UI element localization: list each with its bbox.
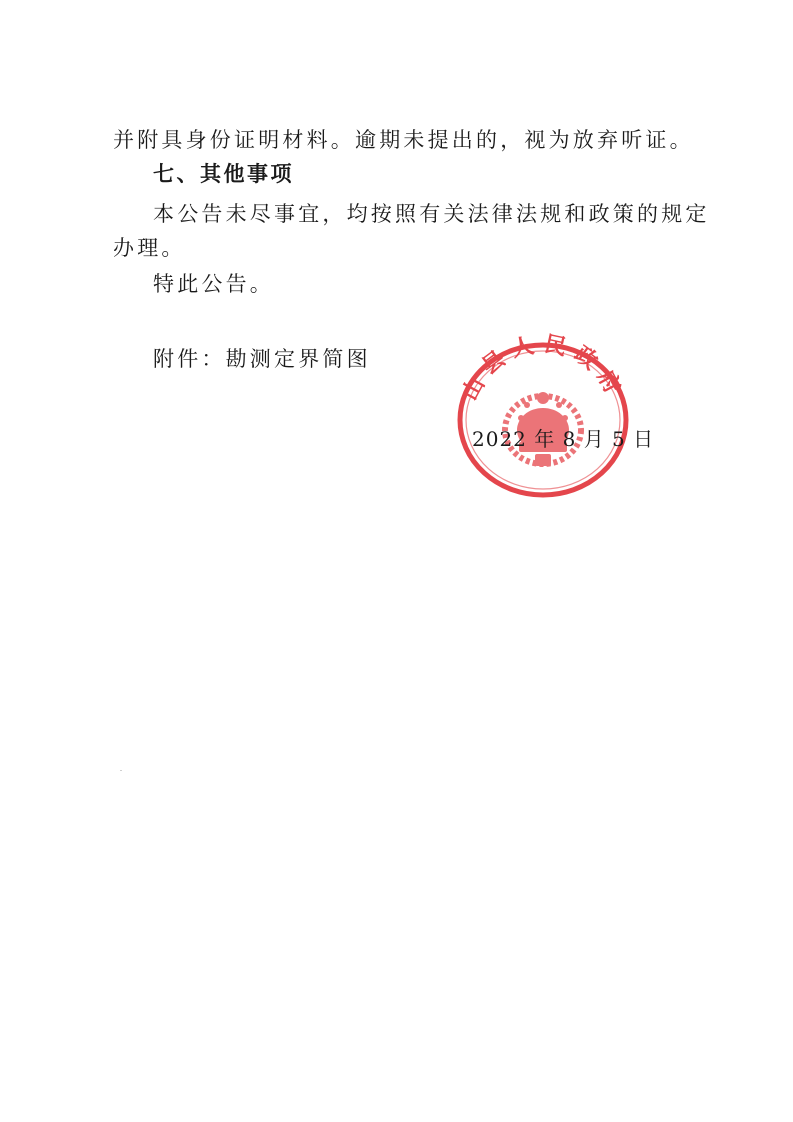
section-7-paragraph-line-1: 本公告未尽事宜，均按照有关法律法规和政策的规定	[153, 202, 710, 226]
attachment-label: 附件：勘测定界简图	[153, 347, 371, 371]
section-7-paragraph-line-2: 办理。	[113, 236, 186, 260]
issue-date: 2022 年 8 月 5 日	[472, 427, 655, 451]
scan-speck	[120, 770, 122, 771]
closing-statement: 特此公告。	[153, 272, 274, 296]
section-heading-7: 七、其他事项	[153, 162, 294, 186]
seal-lettering: 山县人民政府	[457, 331, 629, 405]
body-text-line: 并附具身份证明材料。逾期未提出的，视为放弃听证。	[113, 128, 694, 152]
official-seal-stamp	[443, 330, 641, 500]
